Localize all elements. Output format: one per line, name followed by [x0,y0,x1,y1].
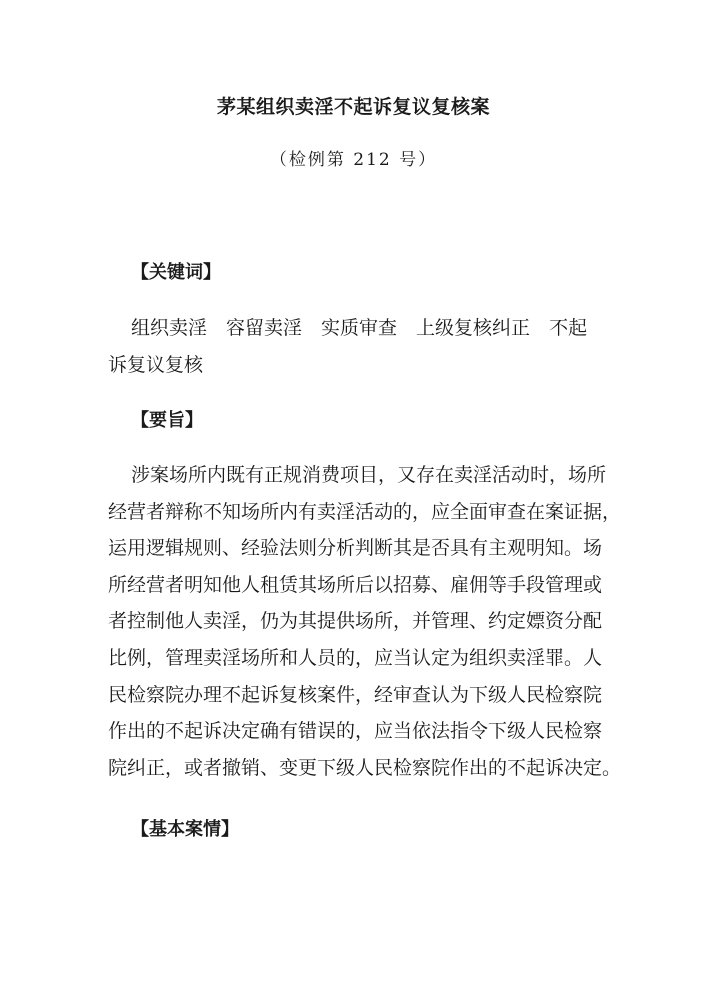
gist-paragraph [108,457,622,786]
gist-line: 比例，管理卖淫场所和人员的，应当认定为组织卖淫罪。人 [108,646,603,669]
keyword: 上级复核纠正 [416,317,531,339]
gist-line: 者控制他人卖淫，仍为其提供场所，并管理、约定嫖资分配 [108,610,603,633]
keyword: 实质审查 [321,317,398,339]
document-title: 茅某组织卖淫不起诉复议复核案 [216,96,490,118]
keywords-paragraph [108,310,608,383]
gist-heading: 【要旨】 [131,410,203,431]
keyword: 组织卖淫 [131,317,208,339]
case-number: （检例第 212 号） [269,150,438,170]
gist-line: 院纠正，或者撤销、变更下级人民检察院作出的不起诉决定。 [108,756,622,779]
gist-line: 运用逻辑规则、经验法则分析判断其是否具有主观明知。场 [108,537,603,560]
keywords-line [85,347,608,384]
gist-line: 所经营者明知他人租赁其场所后以招募、雇佣等手段管理或 [108,573,603,596]
keyword: 不起 [549,317,588,339]
gist-line: 涉案场所内既有正规消费项目，又存在卖淫活动时，场所 [131,464,607,486]
keyword: 诉复议复核 [108,353,204,376]
keywords-heading: 【关键词】 [131,262,221,283]
gist-line: 民检察院办理不起诉复核案件，经审查认为下级人民检察院 [108,683,603,706]
gist-line: 经营者辩称不知场所内有卖淫活动的，应全面审查在案证据， [108,500,622,523]
keyword: 容留卖淫 [226,317,303,339]
facts-heading: 【基本案情】 [131,819,239,840]
keywords-line [108,310,608,347]
gist-line: 作出的不起诉决定确有错误的，应当依法指令下级人民检察 [108,720,603,743]
